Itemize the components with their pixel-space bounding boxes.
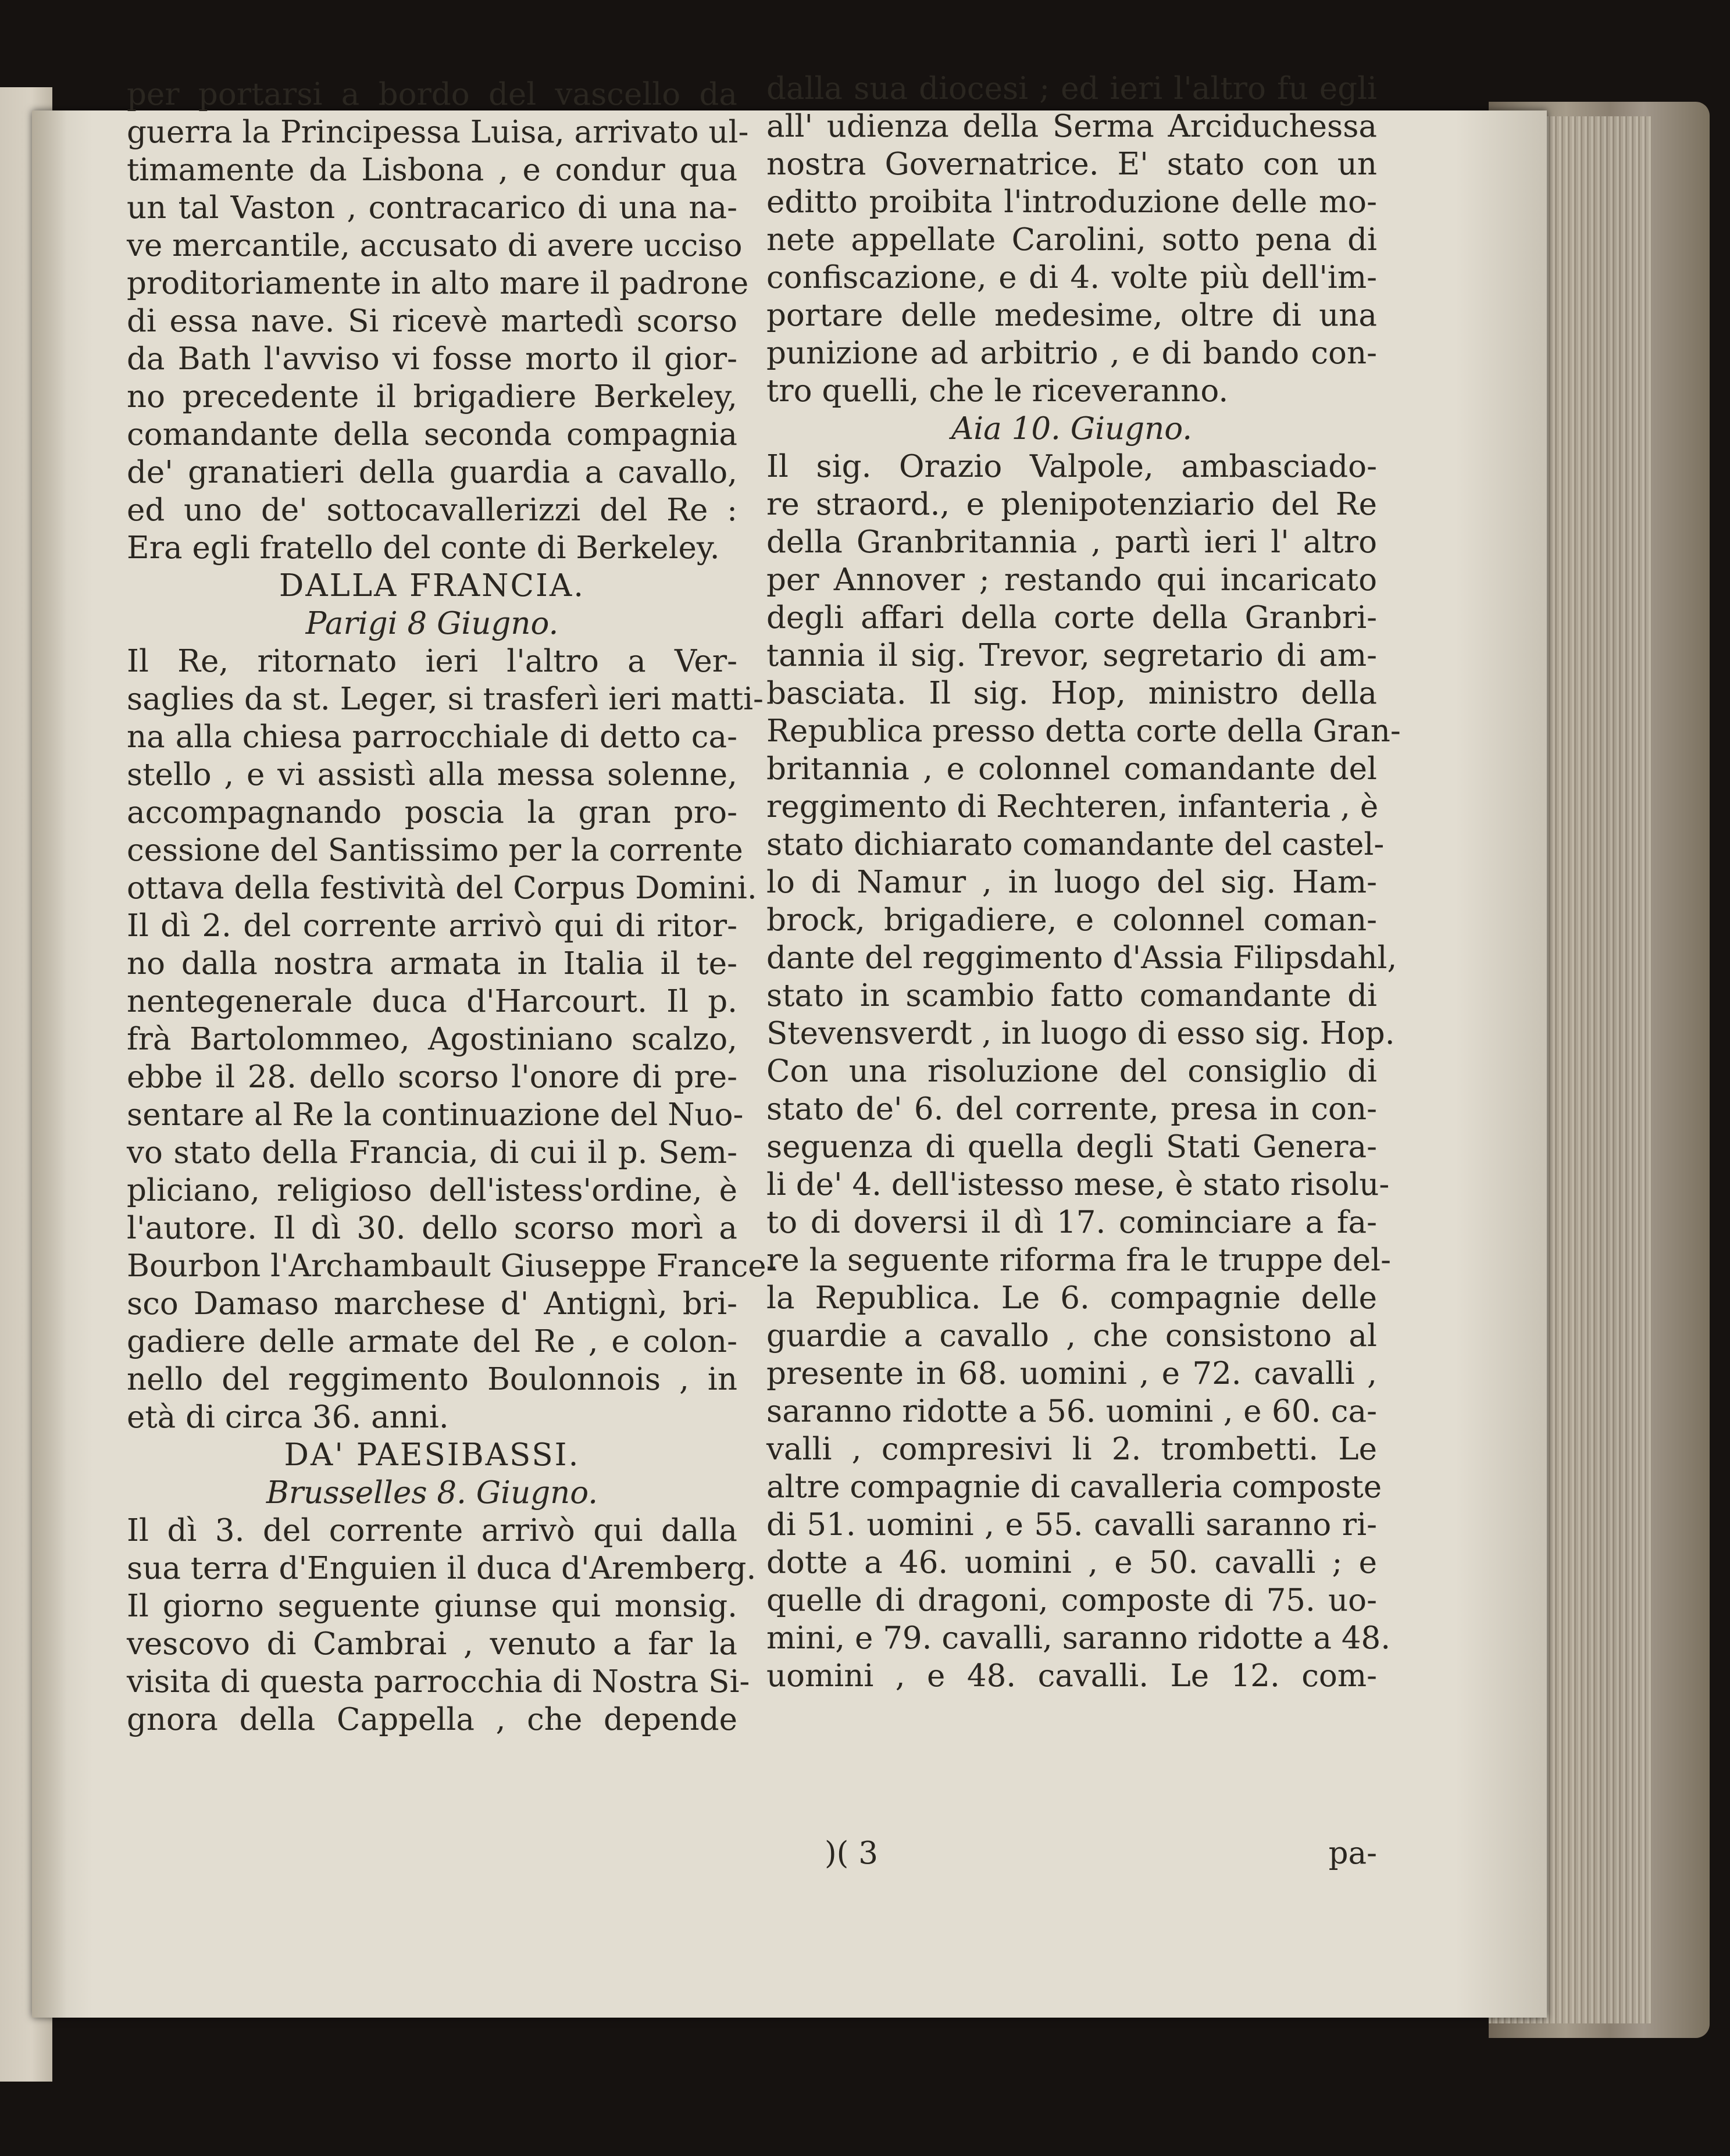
text-line: vo stato della Francia, di cui il p. Sem- xyxy=(127,1135,737,1170)
text-line: comandante della seconda compagnia xyxy=(127,417,737,452)
text-line: all' udienza della Serma Arciduchessa xyxy=(766,109,1377,144)
text-line: della Granbritannia , partì ieri l' altro xyxy=(766,524,1377,560)
text-line: sentare al Re la continuazione del Nuo- xyxy=(127,1097,744,1133)
text-line: li de' 4. dell'istesso mese, è stato risolu- xyxy=(766,1167,1390,1202)
text-line: nete appellate Carolini, sotto pena di xyxy=(766,222,1377,258)
dateline-aia: Aia 10. Giugno. xyxy=(951,411,1193,447)
text-line: de' granatieri della guardia a cavallo, xyxy=(127,455,737,490)
text-line: l'autore. Il dì 30. dello scorso morì a xyxy=(127,1211,737,1246)
text-line: stato de' 6. del corrente, presa in con- xyxy=(766,1091,1377,1127)
page-gutter-shadow xyxy=(32,110,67,2018)
text-line: re la seguente riforma fra le truppe del- xyxy=(766,1243,1391,1278)
text-line: guardie a cavallo , che consistono al xyxy=(766,1318,1377,1354)
text-line: pliciano, religioso dell'istess'ordine, è xyxy=(127,1173,737,1208)
text-line: Con una risoluzione del consiglio di xyxy=(766,1054,1377,1089)
text-line: vescovo di Cambrai , venuto a far la xyxy=(127,1626,737,1662)
text-line: visita di questa parrocchia di Nostra Si- xyxy=(127,1664,750,1700)
text-line: Il sig. Orazio Valpole, ambasciado- xyxy=(766,449,1377,484)
text-line: timamente da Lisbona , e condur qua xyxy=(127,152,737,188)
text-line: degli affari della corte della Granbri- xyxy=(766,600,1377,636)
text-line: Stevensverdt , in luogo di esso sig. Hop. xyxy=(766,1016,1395,1051)
text-line: to di doversi il dì 17. cominciare a fa- xyxy=(766,1205,1377,1240)
text-line: cessione del Santissimo per la corrente xyxy=(127,833,743,868)
text-line: reggimento di Rechteren, infanteria , è xyxy=(766,789,1379,824)
text-line: dante del reggimento d'Assia Filipsdahl, xyxy=(766,940,1397,976)
text-line: no dalla nostra armata in Italia il te- xyxy=(127,946,737,981)
text-line: Republica presso detta corte della Gran- xyxy=(766,713,1401,749)
text-line: da Bath l'avviso vi fosse morto il gior- xyxy=(127,341,737,377)
text-line: Bourbon l'Archambault Giuseppe France- xyxy=(127,1248,777,1284)
text-line: editto proibita l'introduzione delle mo- xyxy=(766,184,1377,220)
text-line: seguenza di quella degli Stati Genera- xyxy=(766,1129,1377,1165)
text-line: di 51. uomini , e 55. cavalli saranno ri- xyxy=(766,1507,1377,1543)
text-line: per Annover ; restando qui incaricato xyxy=(766,562,1377,598)
text-line: portare delle medesime, oltre di una xyxy=(766,298,1377,333)
text-line: presente in 68. uomini , e 72. cavalli , xyxy=(766,1356,1377,1391)
text-line: britannia , e colonnel comandante del xyxy=(766,751,1377,787)
text-line: valli , compresivi li 2. trombetti. Le xyxy=(766,1432,1377,1467)
text-line: ebbe il 28. dello scorso l'onore di pre- xyxy=(127,1059,737,1095)
text-line: dalla sua diocesi ; ed ieri l'altro fu egli xyxy=(766,71,1377,106)
text-line: nello del reggimento Boulonnois , in xyxy=(127,1362,737,1397)
text-line: di essa nave. Si ricevè martedì scorso xyxy=(127,304,737,339)
text-line: Era egli fratello del conte di Berkeley. xyxy=(127,530,720,566)
text-line: stato dichiarato comandante del castel- xyxy=(766,827,1385,862)
text-line: na alla chiesa parrocchiale di detto ca- xyxy=(127,719,737,755)
text-line: frà Bartolommeo, Agostiniano scalzo, xyxy=(127,1022,737,1057)
text-line: nentegenerale duca d'Harcourt. Il p. xyxy=(127,984,737,1019)
text-line: Il dì 2. del corrente arrivò qui di ritor- xyxy=(127,908,737,944)
text-line: ed uno de' sottocavallerizzi del Re : xyxy=(127,492,737,528)
text-line: brock, brigadiere, e colonnel coman- xyxy=(766,902,1377,938)
text-line: sua terra d'Enguien il duca d'Aremberg. xyxy=(127,1551,757,1586)
text-line: la Republica. Le 6. compagnie delle xyxy=(766,1280,1377,1316)
text-line: tannia il sig. Trevor, segretario di am- xyxy=(766,638,1377,673)
text-line: ottava della festività del Corpus Domini. xyxy=(127,870,757,906)
text-line: ve mercantile, accusato di avere ucciso xyxy=(127,228,743,263)
left-column xyxy=(127,76,777,1739)
text-line: per portarsi a bordo del vascello da xyxy=(127,77,737,112)
text-line: dotte a 46. uomini , e 50. cavalli ; e xyxy=(766,1545,1377,1580)
text-line: basciata. Il sig. Hop, ministro della xyxy=(766,676,1377,711)
text-line: no precedente il brigadiere Berkeley, xyxy=(127,379,737,415)
text-line: punizione ad arbitrio , e di bando con- xyxy=(766,335,1377,371)
dateline-brussels: Brusselles 8. Giugno. xyxy=(266,1475,598,1511)
right-column xyxy=(766,70,1401,1695)
text-line: stello , e vi assistì alla messa solenne, xyxy=(127,757,737,793)
text-line: Il Re, ritornato ieri l'altro a Ver- xyxy=(127,644,737,679)
dateline-paris: Parigi 8 Giugno. xyxy=(305,606,559,641)
text-line: uomini , e 48. cavalli. Le 12. com- xyxy=(766,1658,1377,1694)
text-line: guerra la Principessa Luisa, arrivato ul- xyxy=(127,115,749,150)
text-line: quelle di dragoni, composte di 75. uo- xyxy=(766,1583,1377,1618)
text-line: Il giorno seguente giunse qui monsig. xyxy=(127,1589,737,1624)
text-line: mini, e 79. cavalli, saranno ridotte a 48. xyxy=(766,1620,1391,1656)
text-line: saglies da st. Leger, si trasferì ieri matti- xyxy=(127,681,764,717)
section-heading-lowlands: DA' PAESIBASSI. xyxy=(284,1437,580,1473)
text-line: età di circa 36. anni. xyxy=(127,1400,449,1435)
text-line: un tal Vaston , contracarico di una na- xyxy=(127,190,737,226)
text-line: accompagnando poscia la gran pro- xyxy=(127,795,737,830)
text-line: sco Damaso marchese d' Antignì, bri- xyxy=(127,1286,737,1322)
text-line: confiscazione, e di 4. volte più dell'im- xyxy=(766,260,1377,295)
text-line: Il dì 3. del corrente arrivò qui dalla xyxy=(127,1513,737,1548)
text-line: lo di Namur , in luogo del sig. Ham- xyxy=(766,865,1377,900)
text-line: gadiere delle armate del Re , e colon- xyxy=(127,1324,737,1359)
text-line: re straord., e plenipotenziario del Re xyxy=(766,487,1377,522)
signature-mark: )( 3 xyxy=(825,1836,878,1871)
section-heading-france: DALLA FRANCIA. xyxy=(279,568,586,604)
text-line: stato in scambio fatto comandante di xyxy=(766,978,1377,1013)
text-line: altre compagnie di cavalleria composte xyxy=(766,1469,1382,1505)
page-footer xyxy=(766,1834,1377,1872)
text-line: tro quelli, che le riceveranno. xyxy=(766,373,1229,409)
text-line: gnora della Cappella , che depende xyxy=(127,1702,737,1737)
text-line: proditoriamente in alto mare il padrone xyxy=(127,266,749,301)
text-line: nostra Governatrice. E' stato con un xyxy=(766,147,1377,182)
text-line: saranno ridotte a 56. uomini , e 60. ca- xyxy=(766,1394,1377,1429)
catchword: pa- xyxy=(1328,1836,1377,1871)
